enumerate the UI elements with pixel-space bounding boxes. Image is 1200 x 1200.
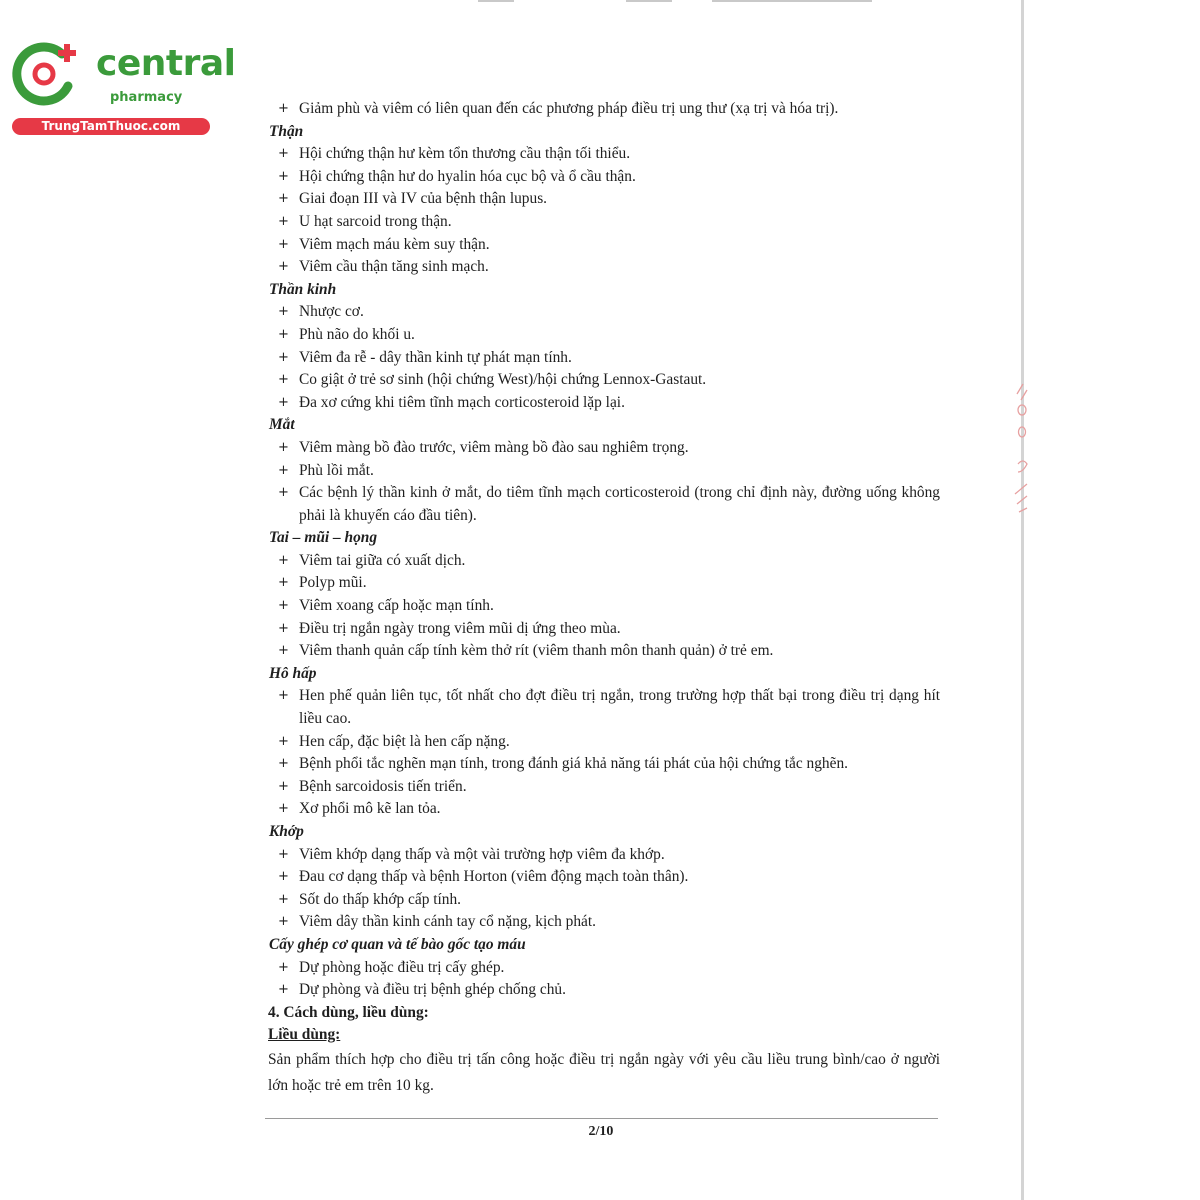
- section-heading-than: Thận: [269, 122, 304, 140]
- list-item: + Viêm khớp dạng thấp và một vài trường hợp viêm đa khớp.: [278, 845, 665, 863]
- list-item: + Polyp mũi.: [278, 574, 367, 592]
- section-heading-khop: Khớp: [269, 823, 304, 840]
- stamp-mark-icon: [1005, 380, 1031, 530]
- list-item: + Viêm cầu thận tăng sinh mạch.: [278, 258, 489, 276]
- section-title-usage: 4. Cách dùng, liều dùng:: [268, 1003, 429, 1021]
- list-item: + Dự phòng và điều trị bệnh ghép chống chủ.: [278, 981, 566, 999]
- list-item: + Đau cơ dạng thấp và bệnh Horton (viêm động mạch toàn thân).: [278, 868, 689, 886]
- list-item: + Giai đoạn III và IV của bệnh thận lupus.: [278, 190, 548, 208]
- brand-subtitle: pharmacy: [110, 90, 183, 105]
- list-item: + Các bệnh lý thần kinh ở mắt, do tiêm tĩnh mạch corticosteroid (trong chỉ định này, đường uống không phải là khuyến cáo đầu tiên).: [278, 484, 940, 524]
- list-item: + Viêm dây thần kinh cánh tay cổ nặng, kịch phát.: [278, 913, 596, 931]
- list-item: + Bệnh sarcoidosis tiến triển.: [278, 777, 467, 795]
- document-body: [268, 98, 940, 1099]
- list-item: + Hội chứng thận hư kèm tổn thương cầu thận tối thiểu.: [278, 145, 631, 163]
- list-item: + Viêm tai giữa có xuất dịch.: [278, 551, 466, 569]
- list-item: + Viêm màng bồ đào trước, viêm màng bồ đào sau nghiêm trọng.: [278, 438, 689, 456]
- footer-divider: [265, 1118, 938, 1119]
- section-heading-cay-ghep: Cấy ghép cơ quan và tế bào gốc tạo máu: [269, 935, 526, 953]
- list-item: + Đa xơ cứng khi tiêm tĩnh mạch corticosteroid lặp lại.: [278, 393, 625, 411]
- list-item: + Nhược cơ.: [278, 303, 364, 321]
- list-item: + Hội chứng thận hư do hyalin hóa cục bộ và ổ cầu thận.: [278, 167, 636, 185]
- page-number: 2/10: [588, 1124, 614, 1139]
- section-heading-tai-mui-hong: Tai – mũi – họng: [269, 529, 378, 547]
- subsection-title-dosage: Liều dùng:: [268, 1026, 341, 1044]
- list-item: + Dự phòng hoặc điều trị cấy ghép.: [278, 958, 505, 976]
- section-heading-ho-hap: Hô hấp: [269, 664, 317, 682]
- list-item: + Bệnh phổi tắc nghẽn mạn tính, trong đánh giá khả năng tái phát của hội chứng tắc nghẽn.: [278, 755, 849, 773]
- section-heading-than-kinh: Thần kinh: [269, 280, 337, 298]
- list-item: + Phù não do khối u.: [278, 325, 415, 343]
- list-item: + Viêm thanh quản cấp tính kèm thở rít (viêm thanh môn thanh quản) ở trẻ em.: [278, 642, 774, 660]
- brand-logo[interactable]: [10, 38, 236, 138]
- dosage-paragraph: Sản phẩm thích hợp cho điều trị tấn công hoặc điều trị ngắn ngày với yêu cầu liều trung bình/cao ở người lớn hoặc trẻ em trên 10 kg.: [268, 1050, 940, 1094]
- list-item: + Phù lồi mắt.: [278, 461, 374, 479]
- section-heading-mat: Mắt: [269, 416, 295, 434]
- list-item: + U hạt sarcoid trong thận.: [278, 212, 452, 230]
- brand-name: central: [96, 43, 236, 84]
- list-item: + Hen phế quản liên tục, tốt nhất cho đợt điều trị ngắn, trong trường hợp thất bại trong điều trị dạng hít liều cao.: [278, 687, 940, 728]
- list-item: + Hen cấp, đặc biệt là hen cấp nặng.: [278, 732, 510, 750]
- list-item: + Viêm mạch máu kèm suy thận.: [278, 235, 490, 253]
- brand-website: TrungTamThuoc.com: [12, 118, 210, 135]
- list-item: + Điều trị ngắn ngày trong viêm mũi dị ứng theo mùa.: [278, 619, 621, 637]
- list-item: + Sốt do thấp khớp cấp tính.: [278, 890, 462, 908]
- list-item: + Co giật ở trẻ sơ sinh (hội chứng West)/hội chứng Lennox-Gastaut.: [278, 371, 707, 389]
- top-scan-marks: [0, 0, 1200, 4]
- list-item: + Viêm xoang cấp hoặc mạn tính.: [278, 597, 494, 615]
- central-pharmacy-logo-icon: [10, 38, 82, 110]
- list-item: + Giảm phù và viêm có liên quan đến các phương pháp điều trị ung thư (xạ trị và hóa trị).: [278, 100, 839, 117]
- list-item: + Viêm đa rễ - dây thần kinh tự phát mạn tính.: [278, 348, 572, 366]
- page-edge-divider: [1021, 0, 1024, 1200]
- list-item: + Xơ phổi mô kẽ lan tỏa.: [278, 800, 441, 818]
